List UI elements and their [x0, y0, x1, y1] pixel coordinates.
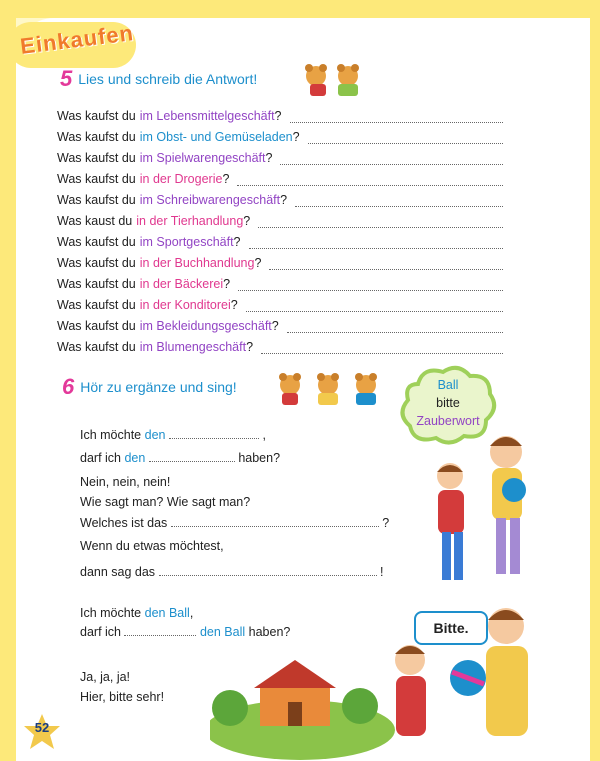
question-row [57, 165, 503, 186]
song-blank[interactable] [171, 516, 379, 527]
song-highlight: den Ball [199, 625, 246, 639]
question-place: im Bekleidungsgeschäft [139, 319, 272, 333]
question-row [57, 291, 503, 312]
question-place: in der Tierhandlung [136, 214, 244, 228]
question-suffix: ? [233, 235, 241, 249]
exercise-5-instruction: Lies und schreib die Antwort! [78, 71, 258, 87]
question-place: im Lebensmittelgeschäft [139, 109, 275, 123]
question-suffix: ? [230, 298, 238, 312]
question-place: im Schreibwarengeschäft [139, 193, 281, 207]
question-row [57, 144, 503, 165]
page-frame-right [590, 0, 600, 761]
page-frame-left [0, 0, 16, 761]
question-row [57, 270, 503, 291]
question-place: in der Konditorei [139, 298, 231, 312]
question-place: im Spielwarengeschäft [139, 151, 266, 165]
question-list [57, 102, 503, 354]
question-suffix: ? [280, 193, 288, 207]
song-highlight: den [144, 428, 166, 442]
answer-line[interactable] [287, 318, 503, 333]
answer-line[interactable] [261, 339, 503, 354]
song-text: , [262, 428, 266, 442]
song-line: Hier, bitte sehr! [80, 690, 165, 704]
question-suffix: ? [223, 277, 231, 291]
song-text: Welches ist das [80, 516, 168, 530]
answer-line[interactable] [280, 150, 503, 165]
page-number: 52 [34, 720, 50, 735]
song-line: Nein, nein, nein! [80, 475, 171, 489]
song-blank[interactable] [169, 428, 259, 439]
song-text: haben? [248, 625, 291, 639]
song-line [80, 516, 389, 530]
question-row [57, 333, 503, 354]
question-prefix: Was kaufst du [57, 277, 136, 291]
question-prefix: Was kaufst du [57, 193, 136, 207]
bears-reading-icon [300, 62, 366, 98]
song-text: ! [380, 565, 384, 579]
song-text: Ich möchte [80, 606, 142, 620]
question-row [57, 102, 503, 123]
question-prefix: Was kaufst du [57, 256, 136, 270]
speech-bubble: Bitte. [414, 611, 488, 645]
question-suffix: ? [246, 340, 254, 354]
answer-line[interactable] [295, 192, 503, 207]
exercise-6-instruction: Hör zu ergänze und sing! [80, 379, 237, 395]
question-suffix: ? [292, 130, 300, 144]
question-prefix: Was kaufst du [57, 298, 136, 312]
song-line [80, 451, 280, 465]
answer-line[interactable] [258, 213, 503, 228]
question-prefix: Was kaufst du [57, 151, 136, 165]
page-title: Einkaufen [18, 20, 136, 59]
song-line: Ja, ja, ja! [80, 670, 131, 684]
question-prefix: Was kaufst du [57, 172, 136, 186]
answer-line[interactable] [238, 276, 503, 291]
song-text: darf ich [80, 625, 121, 639]
question-suffix: ? [254, 256, 262, 270]
exercise-6-number: 6 [62, 374, 75, 399]
song-line: Wie sagt man? Wie sagt man? [80, 495, 251, 509]
song-blank[interactable] [159, 565, 377, 576]
question-place: in der Buchhandlung [139, 256, 255, 270]
question-prefix: Was kaufst du [57, 235, 136, 249]
exercise-5-heading [60, 66, 257, 92]
question-row [57, 207, 503, 228]
song-text: dann sag das [80, 565, 156, 579]
question-suffix: ? [222, 172, 230, 186]
song-line [80, 428, 266, 442]
answer-line[interactable] [249, 234, 504, 249]
bears-singing-icon [274, 372, 384, 406]
song-highlight: den [124, 451, 146, 465]
song-text: Ich möchte [80, 428, 142, 442]
page-frame-top [0, 0, 600, 18]
song-line: Wenn du etwas möchtest, [80, 539, 224, 553]
question-place: im Sportgeschäft [139, 235, 234, 249]
question-suffix: ? [243, 214, 251, 228]
question-row [57, 312, 503, 333]
answer-line[interactable] [237, 171, 503, 186]
question-row [57, 186, 503, 207]
cloud-word: bitte [436, 396, 460, 410]
question-place: in der Bäckerei [139, 277, 224, 291]
question-suffix: ? [265, 151, 273, 165]
song-text: , [189, 606, 194, 620]
question-suffix: ? [274, 109, 282, 123]
song-blank[interactable] [124, 625, 196, 636]
cloud-word: Ball [437, 378, 459, 392]
song-highlight: den Ball [144, 606, 190, 620]
song-blank[interactable] [149, 451, 235, 462]
cloud-word: Zauberwort [416, 414, 480, 428]
exercise-5-number: 5 [60, 66, 73, 91]
answer-line[interactable] [269, 255, 503, 270]
question-place: in der Drogerie [139, 172, 223, 186]
question-prefix: Was kaust du [57, 214, 133, 228]
answer-line[interactable] [290, 108, 504, 123]
question-suffix: ? [271, 319, 279, 333]
kids-with-ball-illustration [410, 430, 545, 590]
song-text: ? [382, 516, 390, 530]
question-row [57, 249, 503, 270]
question-row [57, 228, 503, 249]
question-prefix: Was kaufst du [57, 340, 136, 354]
song-line [80, 565, 384, 579]
exercise-6-heading [62, 374, 237, 400]
question-row [57, 123, 503, 144]
question-prefix: Was kaufst du [57, 319, 136, 333]
song-text: darf ich [80, 451, 121, 465]
question-prefix: Was kaufst du [57, 109, 136, 123]
answer-line[interactable] [246, 297, 503, 312]
song-line [80, 606, 193, 620]
house-and-kids-illustration [210, 590, 555, 761]
question-prefix: Was kaufst du [57, 130, 136, 144]
answer-line[interactable] [308, 129, 503, 144]
song-text: haben? [238, 451, 281, 465]
question-place: im Blumengeschäft [139, 340, 247, 354]
question-place: im Obst- und Gemüseladen [139, 130, 293, 144]
